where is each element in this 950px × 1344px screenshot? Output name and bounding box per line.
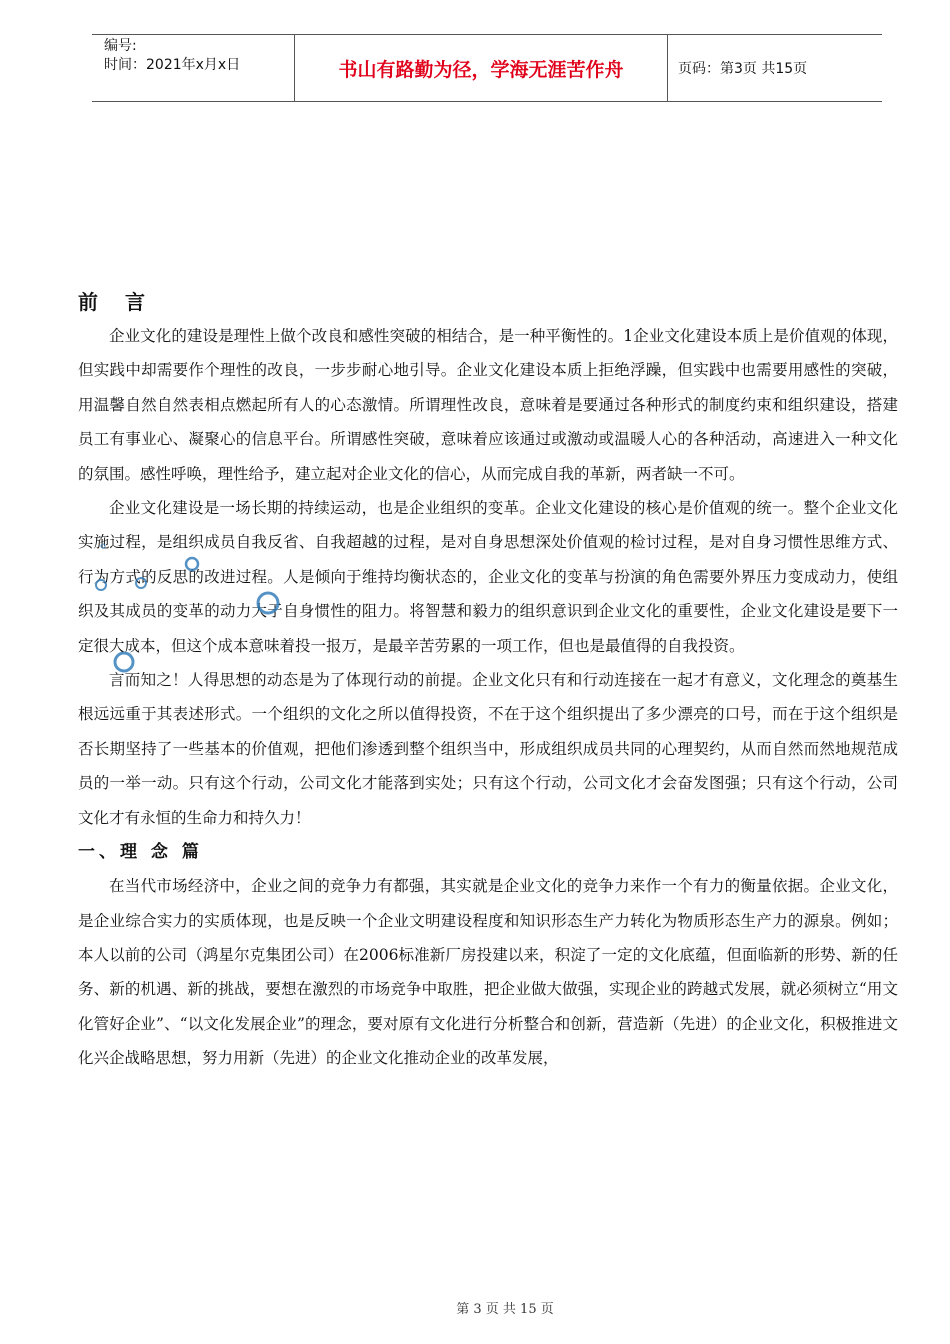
- preface-title: 前 言: [78, 290, 155, 314]
- header-meta: [92, 35, 294, 101]
- preface-paragraph-3: 言而知之！人得思想的动态是为了体现行动的前提。企业文化只有和行动连接在一起才有意义，文化理念的奠基生根远远重于其表述形式。一个组织的文化之所以值得投资，不在于这个组织提出了多少漂亮的口号，而在于这个组织是否长期坚持了一些基本的价值观，把他们渗透到整个组织当中，形成组织成员共同的心理契约，从而自然而然地规范成员的一举一动。只有这个行动，公司文化才能落到实处；只有这个行动，公司文化才会奋发图强；只有这个行动，公司文化才有永恒的生命力和持久力！: [78, 671, 898, 827]
- document-body: [78, 285, 898, 1076]
- preface-paragraph-1: 企业文化的建设是理性上做个改良和感性突破的相结合，是一种平衡性的。1企业文化建设本质上是价值观的体现，但实践中却需要作个理性的改良，一步步耐心地引导。企业文化建设本质上拒绝浮躁，但实践中也需要用感性的突破，用温馨自然自然表相点燃起所有人的心态激情。所谓理性改良，意味着是要通过各种形式的制度约束和组织建设，搭建员工有事业心、凝聚心的信息平台。所谓感性突破，意味着应该通过或激动或温暖人心的各种活动，高速进入一种文化的氛围。感性呼唤，理性给予，建立起对企业文化的信心，从而完成自我的革新，两者缺一不可。: [78, 327, 898, 483]
- section-1-title: 一、理 念 篇: [78, 842, 203, 863]
- header-page-label: 页码：第3页 共15页: [678, 61, 808, 77]
- page-footer: 第 3 页 共 15 页: [456, 1302, 554, 1317]
- page-header: [92, 34, 882, 102]
- preface-paragraph-2: 企业文化建设是一场长期的持续运动，也是企业组织的变革。企业文化建设的核心是价值观的统一。整个企业文化实施过程，是组织成员自我反省、自我超越的过程，是对自身思想深处价值观的检讨过程，是对自身习惯性思维方式、行为方式的反思的改进过程。人是倾向于维持均衡状态的，企业文化的变革与扮演的角色需要外界压力变成动力，使组织及其成员的变革的动力大于自身惯性的阻力。将智慧和毅力的组织意识到企业文化的重要性，企业文化建设是要下一定很大成本，但这个成本意味着投一报万，是最辛苦劳累的一项工作，但也是最值得的自我投资。: [78, 499, 898, 655]
- header-motto: 书山有路勤为径，学海无涯苦作舟: [294, 35, 668, 101]
- number-label: 编号:: [104, 38, 137, 54]
- time-label: 时间：2021年x月x日: [104, 57, 241, 73]
- section-1-paragraph-1: 在当代市场经济中，企业之间的竞争力有都强，其实就是企业文化的竞争力来作一个有力的衡量依据。企业文化，是企业综合实力的实质体现，也是反映一个企业文明建设程度和知识形态生产力转化为物质形态生产力的源泉。例如；本人以前的公司（鸿星尔克集团公司）在2006标准新厂房投建以来，积淀了一定的文化底蕴，但面临新的形势、新的任务、新的机遇、新的挑战，要想在激烈的市场竞争中取胜，把企业做大做强，实现企业的跨越式发展，就必须树立“用文化管好企业”、“以文化发展企业”的理念，要对原有文化进行分析整合和创新，营造新（先进）的企业文化，积极推进文化兴企战略思想，努力用新（先进）的企业文化推动企业的改革发展，: [78, 877, 898, 1068]
